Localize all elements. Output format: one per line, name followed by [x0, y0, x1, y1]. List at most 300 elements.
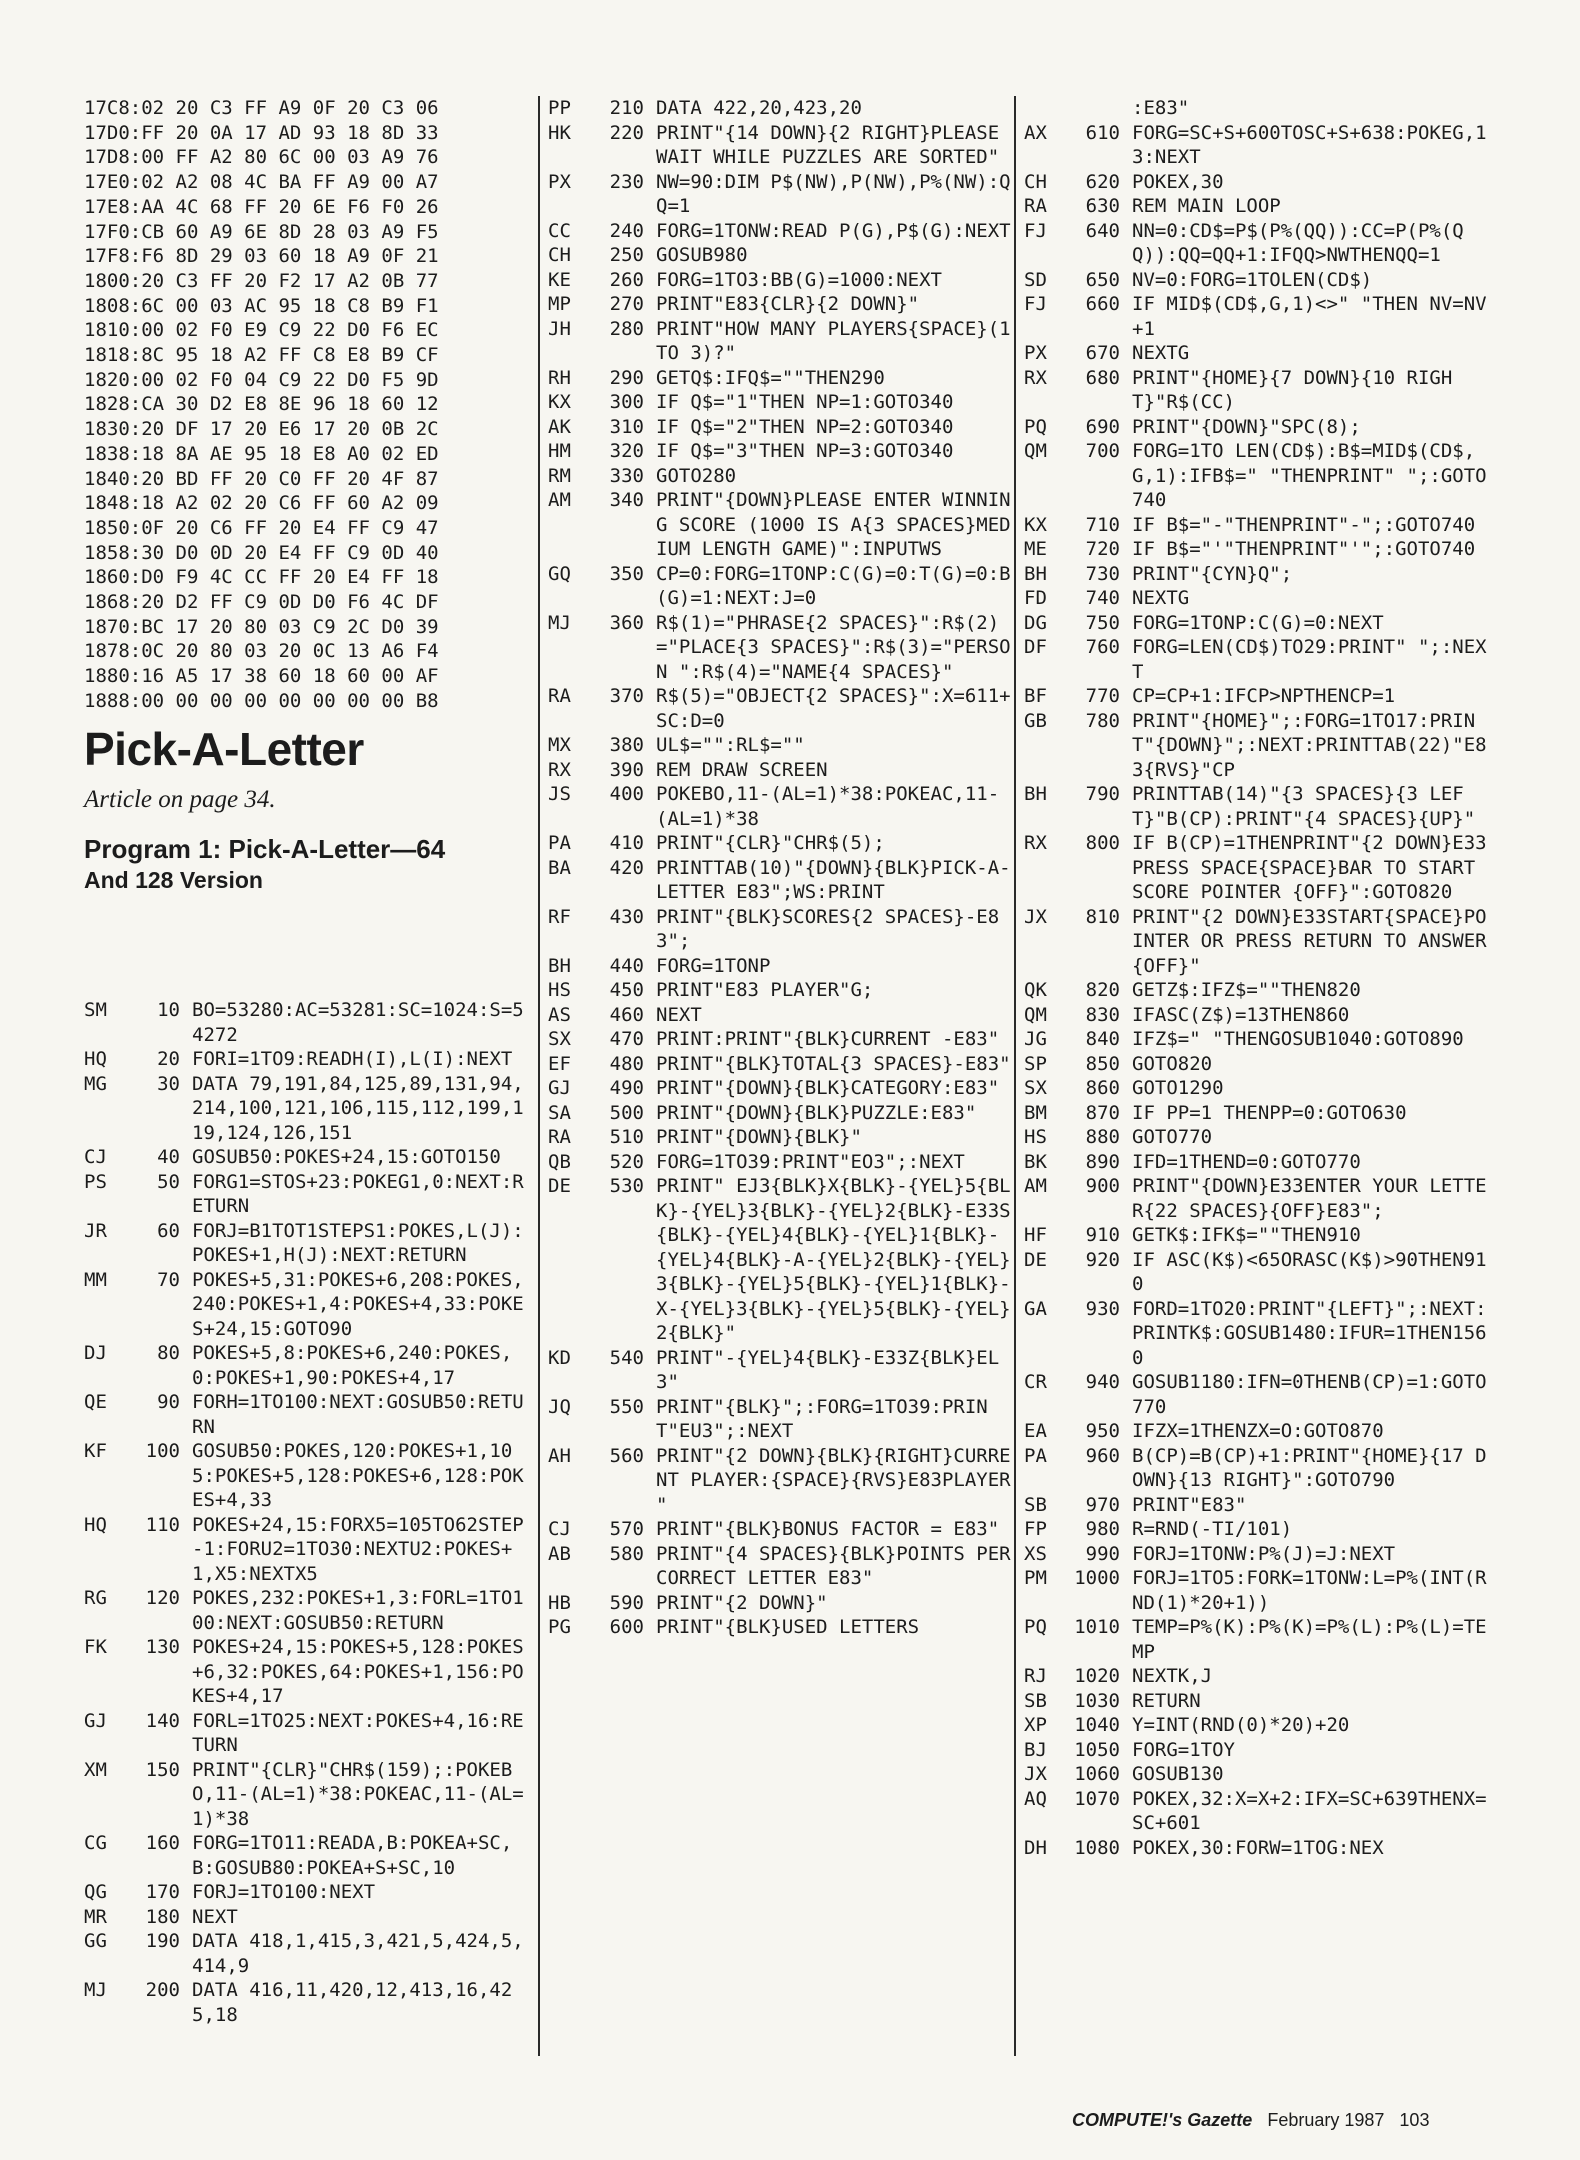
code-line — [548, 758, 1014, 783]
line-number: 1040 — [1074, 1714, 1120, 1736]
code-line — [1024, 684, 1490, 709]
checksum: FK — [84, 1636, 107, 1658]
line-number: 710 — [1085, 513, 1120, 536]
checksum: SX — [548, 1028, 571, 1050]
code-line — [84, 1880, 530, 1905]
checksum: KX — [548, 391, 571, 413]
article-reference: Article on page 34. — [84, 786, 276, 813]
checksum: CJ — [84, 1146, 107, 1168]
code-text: IFD=1THEND=0:GOTO770 — [1132, 1150, 1361, 1173]
checksum: XS — [1024, 1542, 1047, 1565]
checksum: XP — [1024, 1714, 1047, 1736]
code-line — [548, 611, 1014, 685]
hex-dump-line: 1878:0C 20 80 03 20 0C 13 A6 F4 — [84, 640, 439, 663]
checksum: GJ — [548, 1077, 571, 1099]
line-number — [1060, 96, 1132, 121]
line-number: 540 — [609, 1346, 644, 1369]
code-line — [1024, 219, 1490, 268]
hex-dump-line: 1818:8C 95 18 A2 FF C8 E8 B9 CF — [84, 344, 439, 367]
code-line — [548, 1395, 1014, 1444]
code-line — [1024, 121, 1490, 170]
code-line — [548, 292, 1014, 317]
checksum: BK — [1024, 1150, 1047, 1173]
code-text: PRINT"HOW MANY PLAYERS{SPACE}(1 TO 3)?" — [656, 317, 1023, 364]
code-text: R$(5)="OBJECT{2 SPACES}":X=611+SC:D=0 — [656, 685, 1011, 732]
code-line — [548, 415, 1014, 440]
code-line — [548, 1517, 1014, 1542]
code-text: REM MAIN LOOP — [1132, 195, 1281, 217]
code-text: IFASC(Z$)=13THEN860 — [1132, 1003, 1350, 1026]
line-number: 440 — [609, 954, 644, 977]
code-line — [84, 1635, 530, 1709]
checksum: QK — [1024, 979, 1047, 1001]
code-text: PRINTTAB(14)"{3 SPACES}{3 LEFT}"B(CP):PRINT"{4 SPACES}{UP}" — [1132, 783, 1476, 830]
checksum: SA — [548, 1101, 571, 1124]
code-text: PRINT"{CYN}Q"; — [1132, 562, 1293, 585]
line-number: 980 — [1085, 1518, 1120, 1540]
line-number: 610 — [1085, 121, 1120, 144]
code-line — [1024, 782, 1490, 831]
listing-column-1 — [84, 998, 530, 2027]
checksum: GQ — [548, 562, 571, 585]
checksum: BH — [1024, 783, 1047, 805]
code-text: PRINT"E83{CLR}{2 DOWN}" — [656, 293, 920, 315]
code-line — [1024, 1150, 1490, 1175]
code-text: NEXT — [656, 1003, 702, 1026]
article-heading — [84, 722, 530, 895]
line-number: 1010 — [1074, 1616, 1120, 1638]
code-text: FORD=1TO20:PRINT"{LEFT}";:NEXT:PRINTK$:GOSUB1480:IFUR=1THEN1560 — [1132, 1297, 1487, 1369]
checksum: JG — [1024, 1028, 1047, 1050]
line-number: 50 — [157, 1170, 180, 1193]
checksum: FD — [1024, 587, 1047, 609]
code-text: NW=90:DIM P$(NW),P(NW),P%(NW):QQ=1 — [656, 170, 1011, 217]
code-line — [84, 1513, 530, 1587]
line-number: 760 — [1085, 636, 1120, 658]
code-text: FORH=1TO100:NEXT:GOSUB50:RETURN — [192, 1391, 524, 1438]
checksum: RA — [548, 685, 571, 707]
code-line — [1024, 341, 1490, 366]
code-line — [548, 1003, 1014, 1028]
code-text: PRINT"{DOWN}{BLK}" — [656, 1126, 862, 1148]
code-text: CP=0:FORG=1TONP:C(G)=0:T(G)=0:B(G)=1:NEXT:J=0 — [656, 562, 1011, 609]
line-number: 160 — [145, 1832, 180, 1854]
checksum: QM — [1024, 440, 1047, 462]
code-text: NEXTG — [1132, 342, 1190, 364]
checksum: QM — [1024, 1003, 1047, 1026]
column-divider-left — [538, 96, 540, 2056]
code-line — [548, 856, 1014, 905]
code-text: DATA 416,11,420,12,413,16,425,18 — [192, 1979, 513, 2026]
code-line — [548, 1615, 1014, 1640]
checksum: HQ — [84, 1513, 107, 1536]
code-text: FORG=1TONP:C(G)=0:NEXT — [1132, 611, 1384, 634]
code-text: FORG=SC+S+600TOSC+S+638:POKEG,13:NEXT — [1132, 121, 1487, 168]
checksum: RA — [548, 1126, 571, 1148]
line-number: 250 — [609, 244, 644, 266]
checksum: CR — [1024, 1371, 1047, 1393]
code-line — [548, 366, 1014, 391]
code-line — [548, 1101, 1014, 1126]
code-text: NEXTK,J — [1132, 1665, 1213, 1687]
line-number: 900 — [1085, 1175, 1120, 1197]
checksum: RJ — [1024, 1665, 1047, 1687]
code-line — [1024, 978, 1490, 1003]
code-text: PRINTTAB(10)"{DOWN}{BLK}PICK-A-LETTER E83";WS:PRINT — [656, 856, 1011, 903]
checksum: FJ — [1024, 219, 1047, 242]
code-line — [548, 1027, 1014, 1052]
program-title-line1: Program 1: Pick-A-Letter—64 — [84, 834, 446, 864]
checksum: MJ — [548, 611, 571, 634]
line-number: 1070 — [1074, 1787, 1120, 1810]
checksum: QB — [548, 1150, 571, 1173]
checksum: MJ — [84, 1979, 107, 2001]
code-text: IF B(CP)=1THENPRINT"{2 DOWN}E33PRESS SPACE{SPACE}BAR TO START SCORE POINTER {OFF}":GOTO820 — [1132, 832, 1487, 903]
code-line — [1024, 513, 1490, 538]
hex-dump — [84, 96, 528, 714]
code-line — [1024, 1689, 1490, 1714]
code-line — [548, 439, 1014, 464]
checksum: HF — [1024, 1224, 1047, 1246]
checksum: GJ — [84, 1709, 107, 1732]
code-line — [1024, 1664, 1490, 1689]
checksum: FP — [1024, 1518, 1047, 1540]
checksum: BA — [548, 856, 571, 879]
line-number: 420 — [609, 856, 644, 879]
line-number: 220 — [609, 121, 644, 144]
line-number: 570 — [609, 1518, 644, 1540]
hex-dump-line: 17C8:02 20 C3 FF A9 0F 20 C3 06 — [84, 97, 439, 119]
checksum: HK — [548, 121, 571, 144]
code-line — [84, 1072, 530, 1146]
line-number: 430 — [609, 905, 644, 928]
hex-dump-line: 17F8:F6 8D 29 03 60 18 A9 0F 21 — [84, 245, 439, 268]
line-number: 320 — [609, 440, 644, 462]
code-line — [1024, 1223, 1490, 1248]
line-number: 970 — [1085, 1493, 1120, 1516]
code-text: R=RND(-TI/101) — [1132, 1518, 1293, 1540]
line-number: 590 — [609, 1591, 644, 1614]
line-number: 410 — [609, 832, 644, 854]
code-line — [1024, 1713, 1490, 1738]
checksum: FJ — [1024, 293, 1047, 315]
code-line — [1024, 1003, 1490, 1028]
checksum: GB — [1024, 709, 1047, 732]
checksum: DE — [548, 1175, 571, 1197]
line-number: 990 — [1085, 1542, 1120, 1565]
code-text: GETK$:IFK$=""THEN910 — [1132, 1224, 1361, 1246]
line-number: 700 — [1085, 440, 1120, 462]
code-line — [548, 219, 1014, 244]
checksum — [1024, 96, 1060, 121]
checksum: HS — [1024, 1126, 1047, 1148]
code-line — [548, 831, 1014, 856]
line-number: 630 — [1085, 195, 1120, 217]
code-text: FORG=1TO11:READA,B:POKEA+SC,B:GOSUB80:POKEA+S+SC,10 — [192, 1832, 513, 1879]
line-number: 390 — [609, 758, 644, 781]
code-line — [84, 1439, 530, 1513]
checksum: KE — [548, 268, 571, 291]
program-title — [84, 834, 530, 895]
checksum: SX — [1024, 1077, 1047, 1099]
line-number: 910 — [1085, 1224, 1120, 1246]
code-line — [1024, 635, 1490, 684]
code-line — [1024, 537, 1490, 562]
code-text: PRINT"{BLK}SCORES{2 SPACES}-E83"; — [656, 905, 1000, 952]
code-text: DATA 422,20,423,20 — [656, 97, 862, 119]
checksum: HS — [548, 979, 571, 1001]
code-text: POKES,232:POKES+1,3:FORL=1TO100:NEXT:GOSUB50:RETURN — [192, 1587, 524, 1634]
checksum: PQ — [1024, 415, 1047, 438]
code-text: PRINT"{14 DOWN}{2 RIGHT}PLEASE WAIT WHILE PUZZLES ARE SORTED" — [656, 121, 1011, 168]
code-text: FORG=1TONP — [656, 954, 771, 977]
code-line — [1024, 1517, 1490, 1542]
checksum: GG — [84, 1930, 107, 1952]
hex-dump-line: 1870:BC 17 20 80 03 C9 2C D0 39 — [84, 615, 439, 638]
checksum: RX — [1024, 832, 1047, 854]
checksum: KF — [84, 1440, 107, 1462]
code-text: UL$="":RL$="" — [656, 734, 805, 756]
checksum: MP — [548, 293, 571, 315]
code-text: IF B$="-"THENPRINT"-";:GOTO740 — [1132, 513, 1476, 536]
checksum: JR — [84, 1219, 107, 1242]
code-text: PRINT"{HOME}{7 DOWN}{10 RIGHT}"R$(CC) — [1132, 366, 1453, 413]
code-line — [548, 1591, 1014, 1616]
code-text: POKES+24,15:FORX5=105TO62STEP-1:FORU2=1TO30:NEXTU2:POKES+1,X5:NEXTX5 — [192, 1513, 524, 1585]
code-line — [1024, 709, 1490, 783]
checksum: DE — [1024, 1248, 1047, 1271]
code-line — [548, 317, 1023, 366]
line-number: 680 — [1085, 366, 1120, 389]
line-number: 300 — [609, 391, 644, 413]
code-text: GOSUB1180:IFN=0THENB(CP)=1:GOTO770 — [1132, 1371, 1487, 1418]
code-text: PRINT"{2 DOWN}" — [656, 1591, 828, 1614]
line-number: 530 — [609, 1175, 644, 1197]
line-number: 600 — [609, 1616, 644, 1638]
code-text: PRINT"E83" — [1132, 1493, 1247, 1516]
code-text: PRINT"{DOWN}PLEASE ENTER WINNING SCORE (1000 IS A{3 SPACES}MEDIUM LENGTH GAME)":INPUTWS — [656, 489, 1011, 560]
line-number: 690 — [1085, 415, 1120, 438]
code-line — [84, 1586, 530, 1635]
code-text: NEXT — [192, 1905, 238, 1928]
code-text: NN=0:CD$=P$(P%(QQ)):CC=P(P%(QQ)):QQ=QQ+1:IFQQ>NWTHENQQ=1 — [1132, 219, 1464, 266]
line-number: 60 — [157, 1219, 180, 1242]
hex-dump-line: 1800:20 C3 FF 20 F2 17 A2 0B 77 — [84, 269, 439, 292]
code-line — [1024, 905, 1490, 979]
checksum: RG — [84, 1587, 107, 1609]
code-line — [1024, 194, 1490, 219]
checksum: SB — [1024, 1689, 1047, 1712]
checksum: SD — [1024, 268, 1047, 291]
code-line — [84, 1905, 530, 1930]
checksum: DJ — [84, 1342, 107, 1364]
checksum: AX — [1024, 121, 1047, 144]
code-line — [548, 121, 1014, 170]
article-title: Pick-A-Letter — [84, 723, 364, 775]
code-line — [548, 978, 1014, 1003]
code-text: IF MID$(CD$,G,1)<>" "THEN NV=NV+1 — [1132, 293, 1487, 340]
code-text: PRINT"{DOWN}E33ENTER YOUR LETTER{22 SPACES}{OFF}E83"; — [1132, 1175, 1487, 1222]
code-text: Y=INT(RND(0)*20)+20 — [1132, 1714, 1350, 1736]
checksum: RM — [548, 464, 571, 487]
code-line — [84, 1709, 530, 1758]
checksum: RF — [548, 905, 571, 928]
code-line — [548, 1052, 1014, 1077]
code-line — [84, 1219, 530, 1268]
line-number: 660 — [1085, 293, 1120, 315]
code-text: POKEX,30:FORW=1TOG:NEX — [1132, 1836, 1384, 1859]
line-number: 140 — [145, 1709, 180, 1732]
checksum: JX — [1024, 905, 1047, 928]
code-line — [1024, 366, 1490, 415]
code-line — [1024, 1493, 1490, 1518]
code-text: PRINT"{BLK}";:FORG=1TO39:PRINT"EU3";:NEXT — [656, 1395, 988, 1442]
magazine-name: COMPUTE!'s Gazette — [1072, 2110, 1253, 2130]
code-line — [1024, 1027, 1490, 1052]
code-text: IF B$="'"THENPRINT"'";:GOTO740 — [1132, 538, 1476, 560]
code-line — [1024, 1787, 1490, 1836]
code-text: GETZ$:IFZ$=""THEN820 — [1132, 979, 1361, 1001]
checksum: AM — [1024, 1175, 1047, 1197]
line-number: 580 — [609, 1542, 644, 1565]
code-text: NV=0:FORG=1TOLEN(CD$) — [1132, 268, 1373, 291]
line-number: 290 — [609, 366, 644, 389]
code-text: R$(1)="PHRASE{2 SPACES}":R$(2)="PLACE{3 SPACES}":R$(3)="PERSON ":R$(4)="NAME{4 SPACES}" — [656, 611, 1011, 683]
code-line — [1024, 292, 1490, 341]
checksum: AQ — [1024, 1787, 1047, 1810]
line-number: 350 — [609, 562, 644, 585]
code-text: FORG=1TO39:PRINT"EO3";:NEXT — [656, 1150, 965, 1173]
code-text: DATA 418,1,415,3,421,5,424,5,414,9 — [192, 1930, 524, 1977]
code-line — [1024, 1052, 1490, 1077]
code-text: IFZX=1THENZX=O:GOTO870 — [1132, 1420, 1384, 1442]
column-divider-right — [1014, 96, 1016, 2056]
hex-dump-line: 17E0:02 A2 08 4C BA FF A9 00 A7 — [84, 171, 439, 194]
line-number: 790 — [1085, 783, 1120, 805]
code-line — [548, 268, 1014, 293]
code-text: PRINT"{BLK}TOTAL{3 SPACES}-E83" — [656, 1052, 1011, 1075]
code-line — [1024, 1566, 1490, 1615]
code-line — [1024, 439, 1490, 513]
line-number: 620 — [1085, 170, 1120, 193]
line-number: 380 — [609, 734, 644, 756]
page-number: 103 — [1399, 2110, 1430, 2130]
checksum: RA — [1024, 195, 1047, 217]
checksum: RX — [548, 758, 571, 781]
code-text: PRINT"{DOWN}{BLK}PUZZLE:E83" — [656, 1101, 977, 1124]
code-line — [84, 1145, 530, 1170]
checksum: HB — [548, 1591, 571, 1614]
checksum: BF — [1024, 685, 1047, 707]
line-number: 280 — [609, 317, 644, 340]
code-line — [548, 1174, 1014, 1346]
code-text: FORJ=B1TOT1STEPS1:POKES,L(J):POKES+1,H(J):NEXT:RETURN — [192, 1219, 524, 1266]
line-number: 950 — [1085, 1420, 1120, 1442]
checksum: SM — [84, 999, 107, 1021]
checksum: PA — [548, 832, 571, 854]
code-text: :E83" — [1132, 97, 1190, 119]
line-number: 100 — [145, 1440, 180, 1462]
checksum: MG — [84, 1072, 107, 1095]
hex-dump-line: 17D8:00 FF A2 80 6C 00 03 A9 76 — [84, 146, 439, 169]
code-line — [1024, 1076, 1490, 1101]
code-text: PRINT:PRINT"{BLK}CURRENT -E83" — [656, 1028, 1000, 1050]
line-number: 40 — [157, 1146, 180, 1168]
code-line — [548, 96, 1014, 121]
checksum: CH — [1024, 170, 1047, 193]
code-text: POKES+5,31:POKES+6,208:POKES,240:POKES+1,4:POKES+4,33:POKES+24,15:GOTO90 — [192, 1268, 524, 1340]
code-line — [548, 905, 1014, 954]
code-text: POKEBO,11-(AL=1)*38:POKEAC,11-(AL=1)*38 — [656, 783, 1000, 830]
code-line — [1024, 1248, 1490, 1297]
line-number: 10 — [157, 999, 180, 1021]
code-line — [548, 1125, 1014, 1150]
hex-dump-line: 1840:20 BD FF 20 C0 FF 20 4F 87 — [84, 467, 439, 490]
line-number: 840 — [1085, 1028, 1120, 1050]
checksum: HQ — [84, 1048, 107, 1070]
checksum: KX — [1024, 513, 1047, 536]
checksum: AH — [548, 1444, 571, 1467]
checksum: DH — [1024, 1836, 1047, 1859]
line-number: 920 — [1085, 1248, 1120, 1271]
code-text: IF Q$="3"THEN NP=3:GOTO340 — [656, 440, 954, 462]
line-number: 260 — [609, 268, 644, 291]
checksum: BH — [548, 954, 571, 977]
code-line — [548, 1444, 1023, 1518]
code-line — [548, 954, 1014, 979]
line-number: 150 — [145, 1758, 180, 1781]
line-number: 340 — [609, 489, 644, 511]
checksum: DF — [1024, 636, 1047, 658]
line-number: 940 — [1085, 1371, 1120, 1393]
checksum: EA — [1024, 1420, 1047, 1442]
line-number: 500 — [609, 1101, 644, 1124]
line-number: 130 — [145, 1636, 180, 1658]
code-text: CP=CP+1:IFCP>NPTHENCP=1 — [1132, 685, 1396, 707]
code-line — [84, 1268, 530, 1342]
code-text: NEXTG — [1132, 587, 1190, 609]
checksum: BH — [1024, 562, 1047, 585]
line-number: 650 — [1085, 268, 1120, 291]
line-number: 20 — [157, 1048, 180, 1070]
code-line — [548, 488, 1014, 562]
line-number: 550 — [609, 1395, 644, 1418]
line-number: 670 — [1085, 342, 1120, 364]
checksum: QG — [84, 1881, 107, 1903]
line-number: 370 — [609, 685, 644, 707]
code-line — [1024, 268, 1490, 293]
code-text: GOTO1290 — [1132, 1077, 1224, 1099]
code-line — [548, 1542, 1023, 1591]
checksum: DG — [1024, 611, 1047, 634]
line-number: 890 — [1085, 1150, 1120, 1173]
line-number: 860 — [1085, 1077, 1120, 1099]
checksum: CJ — [548, 1518, 571, 1540]
code-line — [84, 998, 530, 1047]
code-line — [548, 1150, 1014, 1175]
code-text: FORG1=STOS+23:POKEG1,0:NEXT:RETURN — [192, 1170, 524, 1217]
line-number: 70 — [157, 1268, 180, 1291]
line-number: 180 — [145, 1905, 180, 1928]
code-text: B(CP)=B(CP)+1:PRINT"{HOME}{17 DOWN}{13 RIGHT}":GOTO790 — [1132, 1444, 1487, 1491]
checksum: AM — [548, 489, 571, 511]
code-line — [84, 1978, 530, 2027]
code-text: PRINT"-{YEL}4{BLK}-E33Z{BLK}EL3" — [656, 1346, 1000, 1393]
hex-dump-line: 17F0:CB 60 A9 6E 8D 28 03 A9 F5 — [84, 220, 439, 243]
code-line — [1024, 1615, 1490, 1664]
code-text: REM DRAW SCREEN — [656, 758, 828, 781]
code-text: GOTO770 — [1132, 1126, 1213, 1148]
